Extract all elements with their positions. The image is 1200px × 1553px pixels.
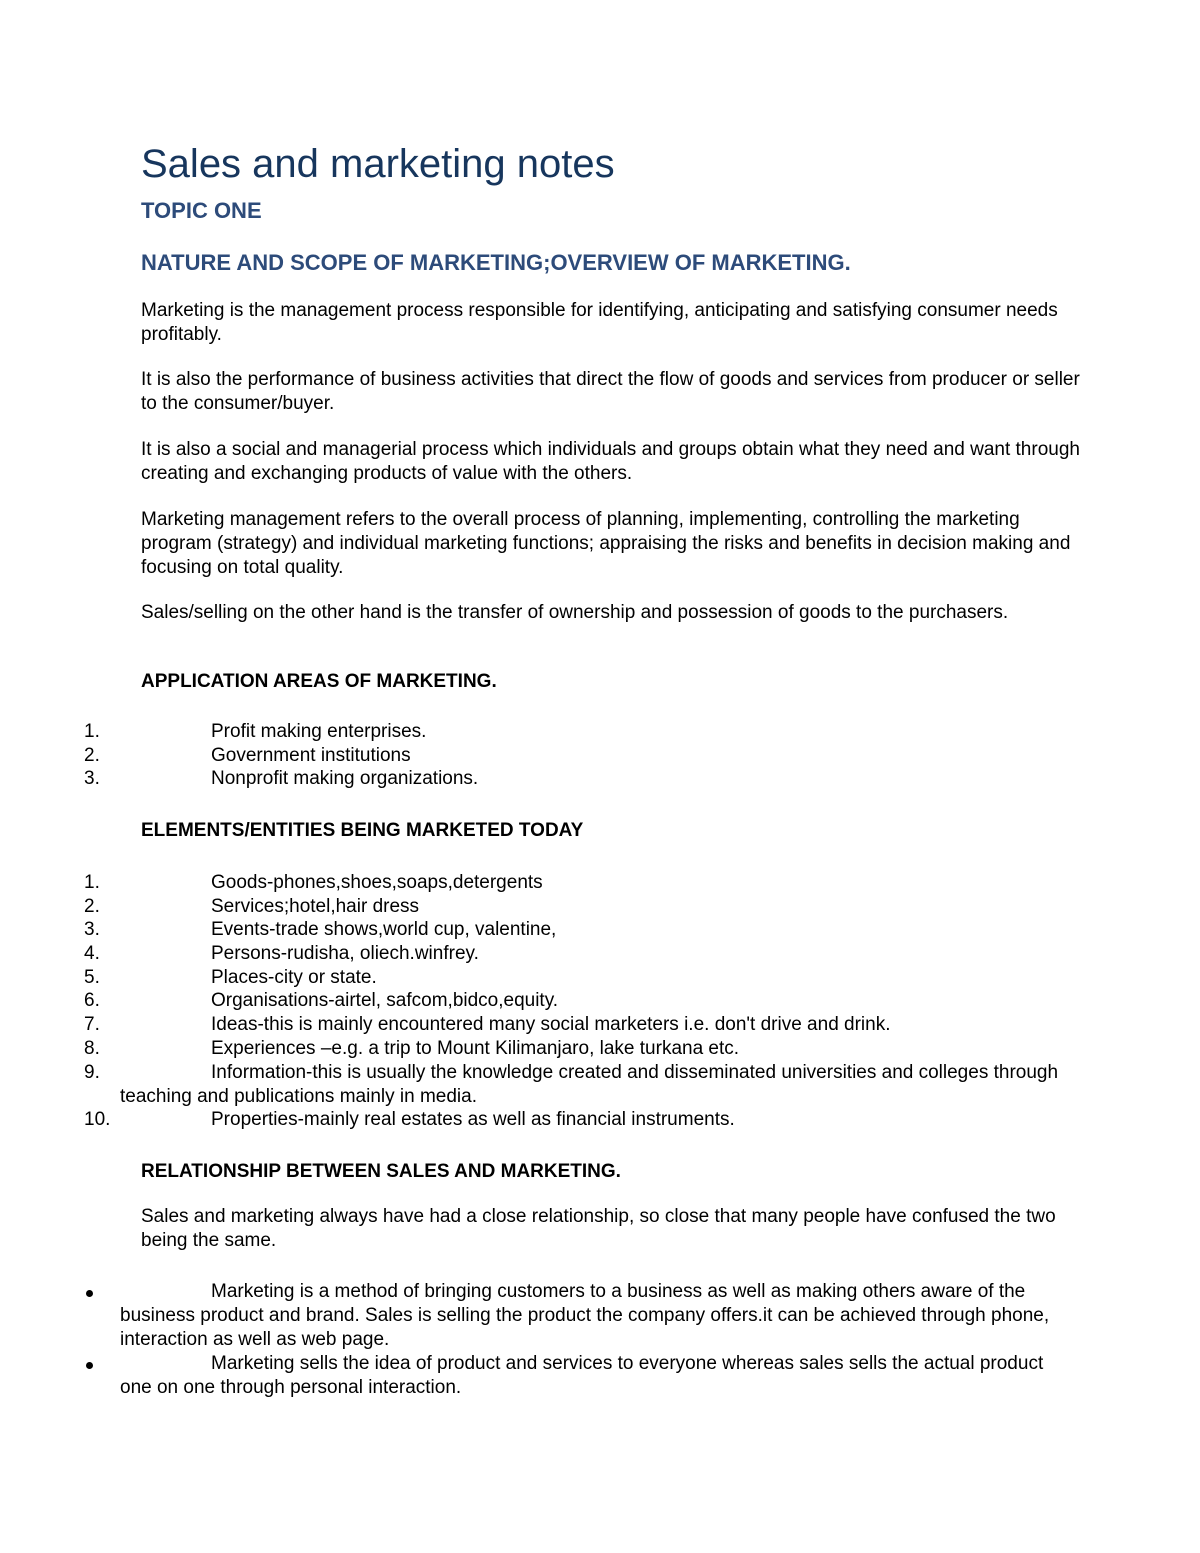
- list-item: [0, 918, 1100, 942]
- list-text: Experiences –e.g. a trip to Mount Kilimanjaro, lake turkana etc.: [211, 1037, 740, 1059]
- elements-list: [0, 871, 1100, 1132]
- list-item: [0, 720, 1100, 744]
- list-text: Persons-rudisha, oliech.winfrey.: [211, 943, 479, 965]
- list-number: 8.: [84, 1037, 100, 1059]
- list-item: [0, 744, 1100, 768]
- bullet-text: Marketing is a method of bringing customers to a business as well as making others aware of the business product and brand. Sales is selling the product the company offers.it can be achieved through phone, interaction as well as web page.: [120, 1281, 1050, 1350]
- list-text: Events-trade shows,world cup, valentine,: [211, 919, 557, 941]
- bullet-icon: [86, 1290, 93, 1297]
- list-number: 7.: [84, 1014, 100, 1036]
- list-number: 4.: [84, 943, 100, 965]
- list-number: 1.: [84, 872, 100, 893]
- application-areas-heading: APPLICATION AREAS OF MARKETING.: [141, 671, 497, 692]
- list-text: Goods-phones,shoes,soaps,detergents: [211, 872, 543, 893]
- list-item: [0, 989, 1100, 1013]
- list-text: Profit making enterprises.: [211, 721, 427, 742]
- document-title: Sales and marketing notes: [141, 142, 615, 186]
- relationship-intro: Sales and marketing always have had a close relationship, so close that many people have confused the two being the same.: [141, 1206, 1056, 1251]
- list-number: 2.: [84, 895, 100, 917]
- list-item: [0, 942, 1100, 966]
- list-item: [0, 966, 1100, 990]
- list-number: 6.: [84, 990, 100, 1012]
- bullet-item: [0, 1280, 1100, 1352]
- elements-heading: ELEMENTS/ENTITIES BEING MARKETED TODAY: [141, 820, 584, 841]
- list-item: [0, 1037, 1100, 1061]
- paragraph-social-process: It is also a social and managerial process which individuals and groups obtain what they need and want through creating and exchanging products of value with the others.: [141, 439, 1080, 484]
- paragraph-business-activities: It is also the performance of business activities that direct the flow of goods and services from producer or seller to the consumer/buyer.: [141, 369, 1080, 414]
- list-text: Government institutions: [211, 744, 411, 766]
- list-text: Ideas-this is mainly encountered many social marketers i.e. don't drive and drink.: [211, 1014, 891, 1036]
- list-item: [0, 1013, 1100, 1037]
- list-text: Services;hotel,hair dress: [211, 895, 420, 917]
- list-item: [0, 767, 1100, 791]
- list-number: 3.: [84, 768, 100, 790]
- relationship-bullets: [0, 1280, 1100, 1400]
- list-item: [0, 1061, 1100, 1108]
- list-number: 10.: [84, 1108, 111, 1130]
- relationship-heading: RELATIONSHIP BETWEEN SALES AND MARKETING.: [141, 1161, 621, 1182]
- list-text: Nonprofit making organizations.: [211, 768, 479, 790]
- topic-heading: TOPIC ONE: [141, 198, 262, 223]
- list-item: [0, 871, 1100, 895]
- paragraph-sales-selling: Sales/selling on the other hand is the transfer of ownership and possession of goods to the purchasers.: [141, 602, 1009, 623]
- list-item: [0, 895, 1100, 919]
- list-text: Organisations-airtel, safcom,bidco,equity.: [211, 990, 559, 1012]
- list-number: 5.: [84, 966, 100, 988]
- bullet-item: [0, 1352, 1100, 1400]
- list-text: Places-city or state.: [211, 966, 377, 988]
- bullet-text: Marketing sells the idea of product and services to everyone whereas sales sells the actual product one on one through personal interaction.: [120, 1353, 1044, 1398]
- list-text: Information-this is usually the knowledge created and disseminated universities and colleges through teaching and publications mainly in media.: [120, 1061, 1059, 1107]
- paragraph-marketing-management: Marketing management refers to the overall process of planning, implementing, controlling the marketing program (strategy) and individual marketing functions; appraising the risks and benefits in decision making and focusing on total quality.: [141, 509, 1071, 578]
- application-areas-list: [0, 720, 1100, 791]
- list-text: Properties-mainly real estates as well as financial instruments.: [211, 1108, 735, 1130]
- section-heading: NATURE AND SCOPE OF MARKETING;OVERVIEW OF MARKETING.: [141, 250, 851, 275]
- list-number: 9.: [84, 1061, 100, 1083]
- list-number: 3.: [84, 919, 100, 941]
- list-item: [0, 1108, 1100, 1132]
- paragraph-marketing-definition: Marketing is the management process responsible for identifying, anticipating and satisfying consumer needs profitably.: [141, 300, 1058, 345]
- list-number: 2.: [84, 744, 100, 766]
- list-number: 1.: [84, 721, 100, 742]
- bullet-icon: [86, 1362, 93, 1369]
